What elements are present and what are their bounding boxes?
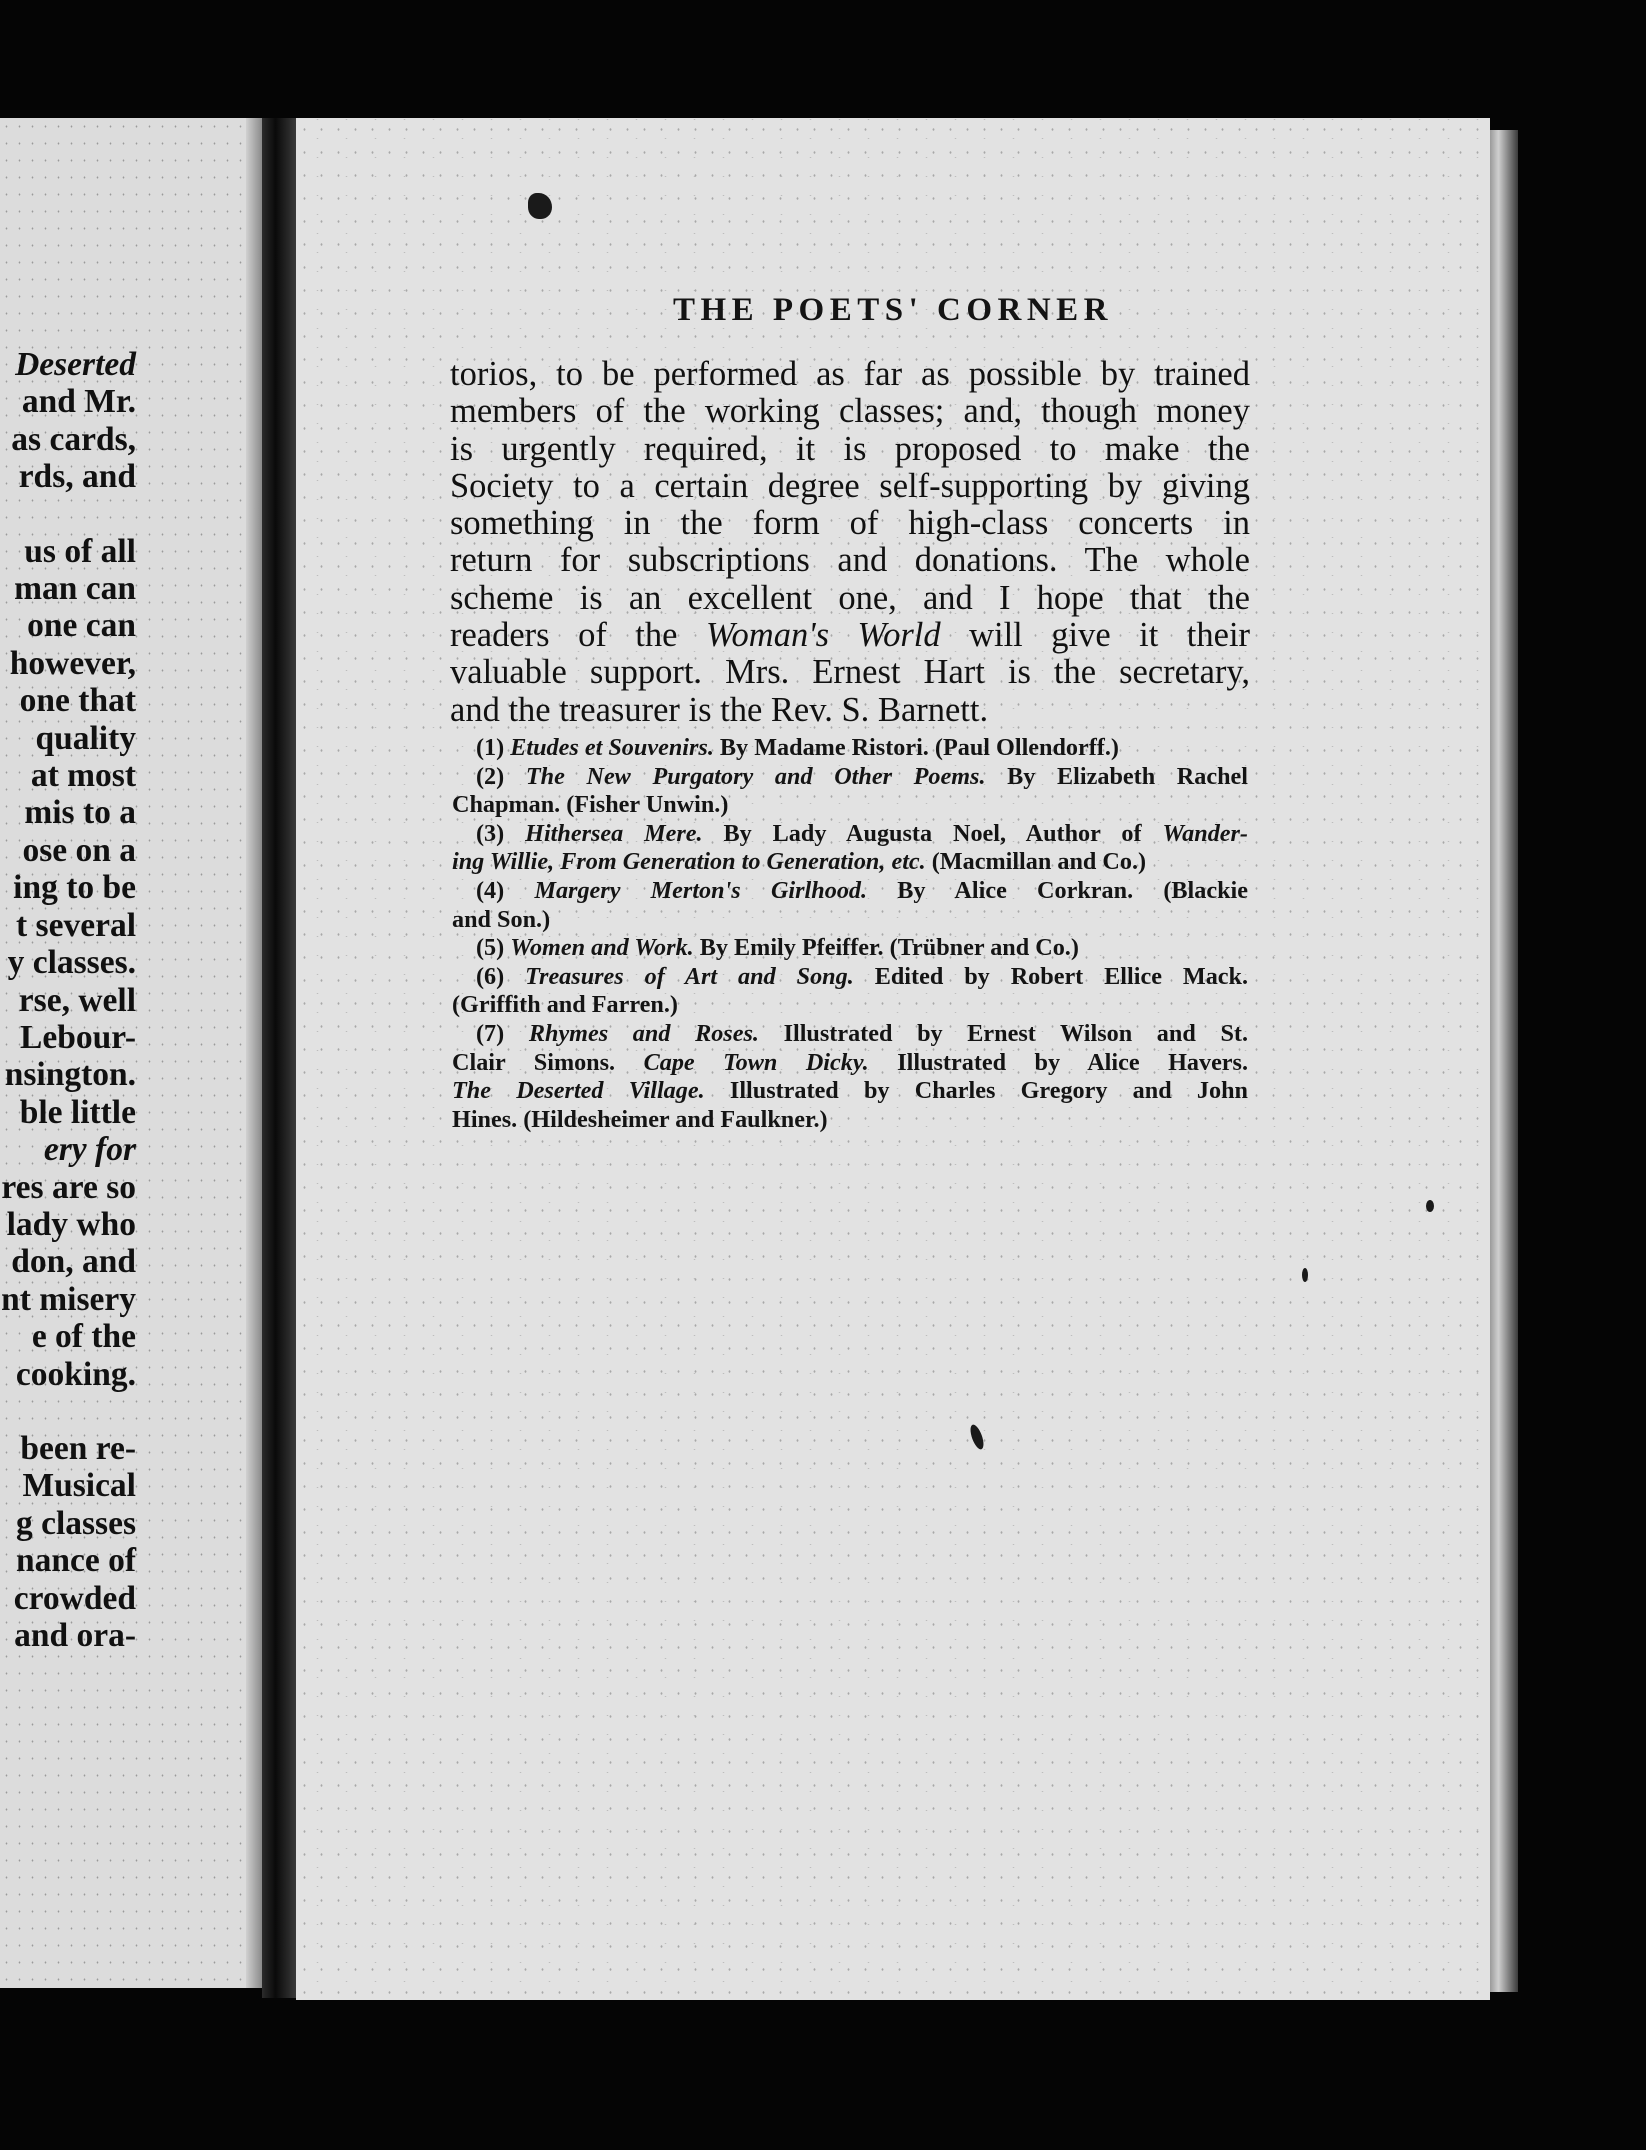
left-page-line: cooking. bbox=[15, 1355, 136, 1393]
footnotes bbox=[452, 734, 1248, 1134]
left-page-line: however, bbox=[9, 644, 136, 682]
left-page-line: been re- bbox=[20, 1429, 136, 1467]
left-page-line: as cards, bbox=[11, 420, 136, 458]
footnote-7 bbox=[452, 1020, 1248, 1134]
footnote-text: Clair Simons. bbox=[452, 1048, 616, 1076]
page-stack-edge bbox=[1490, 130, 1518, 1992]
body-line: members of the working classes; and, though money bbox=[450, 392, 1250, 431]
left-page-line: one that bbox=[19, 682, 136, 720]
footnote-number: (6) bbox=[476, 962, 505, 990]
body-text-span: readers of the bbox=[450, 616, 678, 655]
running-header: THE POETS' CORNER bbox=[672, 292, 1114, 328]
footnote-1 bbox=[452, 734, 1248, 763]
body-line: and the treasurer is the Rev. S. Barnett. bbox=[450, 690, 989, 729]
footnote-title: Treasures of Art and Song. bbox=[525, 962, 854, 990]
left-page-gap bbox=[0, 496, 136, 533]
footnote-4 bbox=[452, 877, 1248, 934]
left-page-line: don, and bbox=[11, 1243, 136, 1281]
footnote-text: (Macmillan and Co.) bbox=[931, 848, 1147, 876]
footnote-text: Edited by Robert Ellice Mack. bbox=[874, 962, 1249, 990]
book-gutter bbox=[262, 118, 296, 1998]
footnote-text: Hines. (Hildesheimer and Faulkner.) bbox=[452, 1105, 828, 1133]
footnote-6 bbox=[452, 963, 1248, 1020]
left-page-line: nsington. bbox=[4, 1056, 136, 1094]
left-page-line: ble little bbox=[19, 1093, 136, 1131]
footnote-title: Margery Merton's Girlhood. bbox=[534, 876, 868, 904]
footnote-title: Women and Work. bbox=[510, 934, 694, 962]
footnote-3 bbox=[452, 820, 1248, 877]
left-page-line: nance of bbox=[15, 1542, 136, 1580]
footnote-5 bbox=[452, 934, 1248, 963]
footnote-text: and Son.) bbox=[452, 905, 551, 933]
body-line: torios, to be performed as far as possible by trained bbox=[450, 355, 1250, 393]
footnote-number: (7) bbox=[476, 1019, 505, 1047]
left-page-line: ery for bbox=[43, 1131, 136, 1169]
left-page-line: at most bbox=[30, 757, 136, 795]
left-page-line: t several bbox=[16, 906, 136, 944]
footnote-title: Cape Town Dicky. bbox=[643, 1048, 869, 1076]
ink-speck-mark bbox=[1426, 1200, 1434, 1212]
footnote-title: ing Willie, From Generation to Generation, etc. bbox=[452, 848, 926, 876]
left-page-line: mis to a bbox=[24, 794, 136, 832]
left-page-line: Deserted bbox=[15, 346, 136, 383]
footnote-text: Illustrated by Ernest Wilson and St. bbox=[783, 1019, 1249, 1047]
left-page-line: ing to be bbox=[13, 869, 136, 907]
ink-speck-mark bbox=[1302, 1268, 1308, 1282]
footnote-text: (Griffith and Farren.) bbox=[452, 991, 678, 1019]
footnote-2 bbox=[452, 763, 1248, 820]
body-line: something in the form of high-class concerts in bbox=[450, 504, 1250, 543]
body-text-span: will give it their bbox=[969, 616, 1251, 655]
footnote-number: (5) bbox=[476, 934, 505, 962]
left-facing-page bbox=[0, 118, 262, 1988]
footnote-text: Illustrated by Charles Gregory and John bbox=[729, 1077, 1248, 1105]
left-page-line: nt misery bbox=[1, 1280, 136, 1318]
left-page-line: man can bbox=[14, 570, 136, 608]
left-page-line: lady who bbox=[6, 1205, 136, 1243]
left-page-line: and ora- bbox=[14, 1617, 136, 1654]
footnote-number: (3) bbox=[476, 819, 505, 847]
body-line bbox=[450, 617, 1250, 654]
body-line: is urgently required, it is proposed to make the bbox=[450, 429, 1250, 468]
left-page-line: Musical bbox=[22, 1467, 136, 1505]
left-page-line: rse, well bbox=[18, 981, 136, 1019]
left-page-line: ose on a bbox=[22, 831, 136, 869]
footnote-title: Rhymes and Roses. bbox=[528, 1019, 759, 1047]
footnote-number: (4) bbox=[476, 876, 505, 904]
footnote-number: (2) bbox=[476, 762, 505, 790]
left-page-line: e of the bbox=[31, 1318, 136, 1356]
left-page-line: us of all bbox=[24, 532, 136, 570]
footnote-text: By Elizabeth Rachel bbox=[1007, 762, 1249, 790]
footnote-text: Chapman. (Fisher Unwin.) bbox=[452, 791, 729, 819]
left-page-line: one can bbox=[27, 607, 136, 645]
ink-blot-mark bbox=[528, 193, 552, 219]
footnote-title: Hithersea Mere. bbox=[525, 819, 703, 847]
left-page-line: Lebour- bbox=[19, 1018, 136, 1056]
footnote-title: Etudes et Souvenirs. bbox=[510, 734, 714, 761]
left-page-line: rds, and bbox=[18, 458, 136, 496]
footnote-title: Wander- bbox=[1162, 819, 1248, 847]
left-page-line: crowded bbox=[13, 1579, 136, 1617]
body-line: Society to a certain degree self-supporting by giving bbox=[450, 466, 1250, 505]
left-page-edge-shadow bbox=[246, 118, 262, 1988]
footnote-title: The Deserted Village. bbox=[452, 1077, 705, 1105]
footnote-text: By Emily Pfeiffer. (Trübner and Co.) bbox=[699, 934, 1079, 962]
left-page-text-column bbox=[0, 346, 136, 1654]
left-page-line: y classes. bbox=[7, 944, 136, 982]
footnote-number: (1) bbox=[476, 734, 505, 761]
journal-title: Woman's World bbox=[705, 616, 941, 655]
body-line: scheme is an excellent one, and I hope that the bbox=[450, 578, 1250, 617]
body-paragraph bbox=[450, 356, 1250, 729]
left-page-line: res are so bbox=[1, 1168, 136, 1206]
footnote-text: Illustrated by Alice Havers. bbox=[897, 1048, 1249, 1076]
left-page-line: g classes bbox=[15, 1504, 136, 1542]
body-line: valuable support. Mrs. Ernest Hart is the secretary, bbox=[450, 653, 1250, 692]
footnote-text: By Madame Ristori. (Paul Ollendorff.) bbox=[719, 734, 1119, 761]
left-page-gap bbox=[0, 1393, 136, 1430]
footnote-title: The New Purgatory and Other Poems. bbox=[525, 762, 986, 790]
footnote-text: By Lady Augusta Noel, Author of bbox=[723, 819, 1142, 847]
left-page-line: quality bbox=[35, 719, 136, 757]
body-line: return for subscriptions and donations. The whole bbox=[450, 541, 1250, 580]
footnote-text: By Alice Corkran. (Blackie bbox=[897, 876, 1248, 904]
left-page-line: and Mr. bbox=[21, 383, 136, 421]
